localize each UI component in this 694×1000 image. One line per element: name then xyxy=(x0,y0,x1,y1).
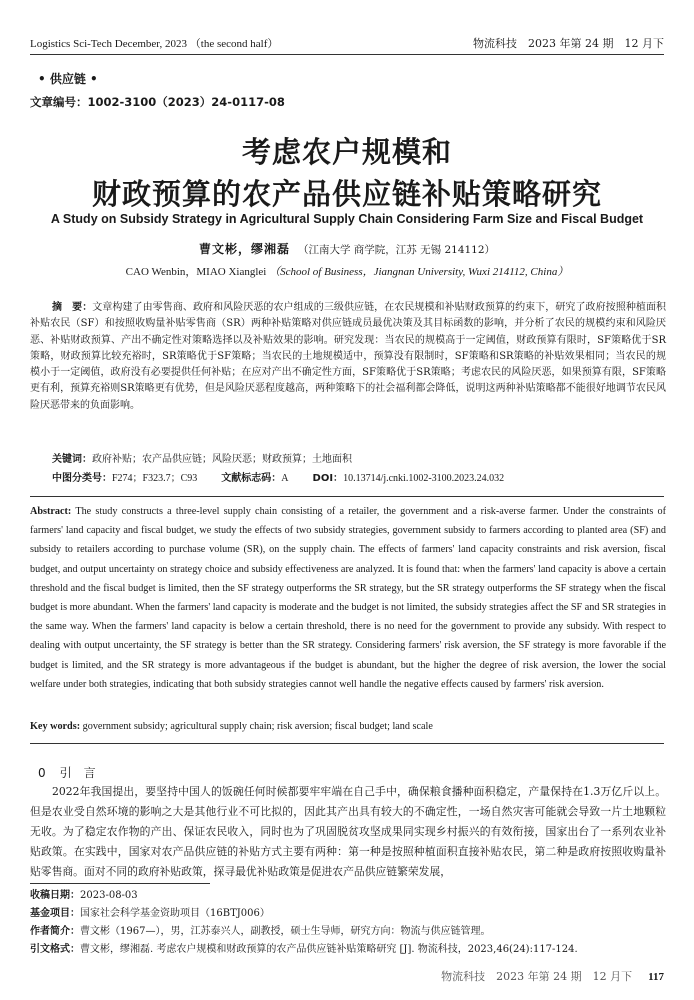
running-header-english: Logistics Sci-Tech December, 2023 （the second half） xyxy=(30,38,279,50)
footnote-citation xyxy=(30,942,670,958)
intro-paragraph: 2022年我国提出，要坚持中国人的饭碗任何时候都要牢牢端在自己手中，确保粮食播种面积稳定，产量保持在1.3万亿斤以上。但是农业受自然环境的影响之大是其他行业不可比拟的，因此其产出具有较大的不确定性，一场自然灾害可能就会导致一片土地颗粒无收。为了稳定农作物的产出、保证农民收入，同时也为了巩固脱贫攻坚成果同实现乡村振兴的有效衔接，国家出台了一系列农业补贴政策。在实践中，国家对农产品供应链的补贴方式主要有两种：第一种是按照种植面积直接补贴农民，第二种是政府按照收购量补贴零售商。面对不同的政府补贴政策，探寻最优补贴政策是促进农产品供应链繁荣发展， xyxy=(30,785,666,878)
section-title: 引 言 xyxy=(59,766,96,780)
abstract-en-label: Abstract: xyxy=(30,506,72,517)
author-bio-text: 曹文彬（1967—），男，江苏泰兴人，副教授，硕士生导师，研究方向：物流与供应链管理。 xyxy=(80,926,491,937)
clc-value: F274；F323.7；C93 xyxy=(112,473,198,484)
footer-journal: 物流科技 2023 年第 24 期 12 月下 xyxy=(441,970,633,983)
author-names-cn: 曹文彬，缪湘磊 xyxy=(198,242,290,256)
received-label: 收稿日期： xyxy=(30,890,80,901)
page-footer xyxy=(441,968,664,984)
footnote-received xyxy=(30,888,670,904)
header-rule xyxy=(30,54,664,55)
keywords-english xyxy=(30,721,433,732)
citation-text: 曹文彬，缪湘磊. 考虑农户规模和财政预算的农产品供应链补贴策略研究 [J]. 物流科技，2023,46(24):117-124. xyxy=(80,944,578,955)
keywords-chinese xyxy=(52,450,352,465)
title-chinese-line1: 考虑农户规模和 xyxy=(241,135,452,169)
abstract-cn-label: 摘 要： xyxy=(52,302,93,313)
clc-label: 中图分类号： xyxy=(52,473,112,484)
section-number: 0 xyxy=(38,766,46,780)
title-english: A Study on Subsidy Strategy in Agricultural Supply Chain Considering Farm Size and Fiscal Budget xyxy=(50,212,644,226)
page-number: 117 xyxy=(648,971,664,983)
abstract-en-text: The study constructs a three-level supply chain consisting of a retailer, the government and a risk-averse farmer. Under the constraints of farmers' land capacity and fiscal budget, we study the effects of two subsidy strategies, government subsidy to farmers according to planted area (SF) and subsidy to retailers according to purchase volume (SR), on the supply chain. The effects of farmers' land capacity constraints and risk aversion, fiscal budget, and output uncertainty on strategy choice and subsidy effectiveness are analyzed. It is found that: when the farmers' land capacity is above a certain threshold and the fiscal budget is limited, then the SF strategy outperforms the SR strategy, but the SR strategy outperforms the SF strategy when the fiscal budget is more abundant. When the farmers' land capacity is moderate and the budget is not limited, the subsidy strategies affect the SF and SR strategies in the same way. When the farmers' land capacity is below a certain threshold, there is no need for the government to provide any subsidy. With respect to dealing with output uncertainty, the SF strategy is better than the SR strategy. Considering farmers' risk aversion, the SF strategy is more favorable if the budget is limited, and the SR strategy is more advantageous if the budget is abundant, but the higher the degree of risk aversion, the lower the social welfare under both strategies, indicating that both subsidy strategies cannot well handle the negative effects caused by farmers' risk aversion. xyxy=(30,506,666,690)
keywords-cn-label: 关键词： xyxy=(52,454,92,465)
affiliation-cn: （江南大学 商学院，江苏 无锡 214112） xyxy=(297,244,496,256)
author-names-en: CAO Wenbin，MIAO Xianglei xyxy=(125,266,267,278)
received-date: 2023-08-03 xyxy=(80,890,138,901)
author-bio-label: 作者简介： xyxy=(30,926,80,937)
classification-line xyxy=(52,469,504,484)
abstract-chinese xyxy=(30,300,666,414)
footnote-rule xyxy=(30,883,210,884)
abstract-english xyxy=(30,502,666,694)
authors-chinese xyxy=(0,240,694,257)
affiliation-en: （School of Business，Jiangnan University, Wuxi 214112, China） xyxy=(269,266,569,278)
doi-value: 10.13714/j.cnki.1002-3100.2023.24.032 xyxy=(343,473,505,484)
doccode-value: A xyxy=(281,473,289,484)
running-header-chinese: 物流科技 2023 年第 24 期 12 月下 xyxy=(473,37,664,50)
keywords-en-text: government subsidy; agricultural supply chain; risk aversion; fiscal budget; land scale xyxy=(82,721,433,732)
doi-label: DOI： xyxy=(312,473,344,484)
footnote-author xyxy=(30,924,670,940)
footnote-fund xyxy=(30,906,670,922)
title-chinese-line2: 财政预算的农产品供应链补贴策略研究 xyxy=(91,177,602,211)
section-heading xyxy=(38,764,96,781)
citation-label: 引文格式： xyxy=(30,944,80,955)
authors-english xyxy=(0,263,694,279)
keywords-cn-text: 政府补贴；农产品供应链；风险厌恶；财政预算；土地面积 xyxy=(92,454,352,465)
fund-text: 国家社会科学基金资助项目（16BTJ006） xyxy=(80,908,270,919)
english-abstract-top-rule xyxy=(30,496,664,497)
article-number: 文章编号：1002-3100（2023）24-0117-08 xyxy=(30,95,285,109)
doccode-label: 文献标志码： xyxy=(221,473,282,484)
abstract-cn-text: 文章构建了由零售商、政府和风险厌恶的农户组成的三级供应链，在农民规模和补贴财政预算的约束下，研究了政府按照种植面积补贴农民（SF）和按照收购量补贴零售商（SR）两种补贴策略对供应链成员最优决策及其目标函数的影响，并分析了农民的规模约束和风险厌恶、补贴财政预算、产出不确定性对策略选择以及补贴效果的影响。研究发现：当农民的规模高于一定阈值，财政预算有限时，SF策略优于SR策略，财政预算比较充裕时，SR策略优于SF策略；当农民的土地规模适中，预算没有限制时，SF策略和SR策略的补贴效果相同；当农民的规模小于一定阈值，政府没有必要提供任何补贴；在应对产出不确定性方面，SF策略优于SR策略；考虑农民的风险厌恶，如果预算有限，SF策略更有利，预算充裕则SR策略更有优势，但是风险厌恶程度越高，两种策略下的社会福利都会降低，说明这两种补贴策略都不能很好地调节农民风险厌恶带来的负面影响。 xyxy=(30,302,667,411)
column-tag: • 供应链 • xyxy=(38,72,98,86)
fund-label: 基金项目： xyxy=(30,908,80,919)
keywords-en-label: Key words: xyxy=(30,721,81,732)
english-abstract-bottom-rule xyxy=(30,743,664,744)
